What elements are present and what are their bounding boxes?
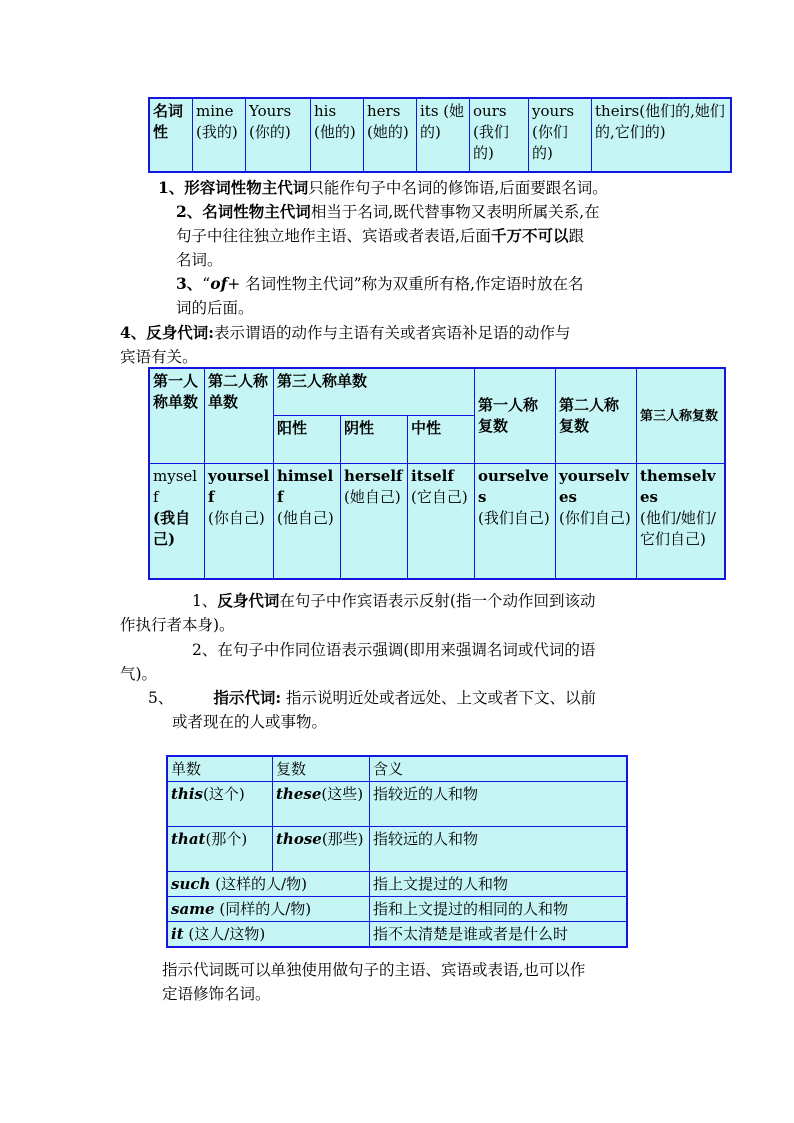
table-cell: yours (你们的) bbox=[529, 98, 592, 172]
note-double-possessive: 3、“of+ 名词性物主代词”称为双重所有格,作定语时放在名 词的后面。 bbox=[176, 274, 584, 317]
table-cell: themselves (他们/她们/它们自己) bbox=[637, 464, 726, 580]
table-row bbox=[167, 782, 627, 827]
reflexive-pronoun-table bbox=[148, 367, 726, 580]
table-row bbox=[167, 756, 627, 782]
table-cell: myself (我自己) bbox=[149, 464, 205, 580]
table-cell: 名词性 bbox=[149, 98, 193, 172]
table-header-cell: 第三人称复数 bbox=[637, 368, 726, 464]
table-header-cell: 第三人称单数 bbox=[274, 368, 475, 416]
table-row bbox=[167, 897, 627, 922]
table-header-cell: 阳性 bbox=[274, 416, 341, 464]
table-header-cell: 复数 bbox=[273, 756, 370, 782]
table-cell: theirs(他们的,她们的,它们的) bbox=[592, 98, 732, 172]
table-cell: yourselves (你们自己) bbox=[556, 464, 637, 580]
table-cell: himself (他自己) bbox=[274, 464, 341, 580]
table-row bbox=[149, 368, 725, 416]
note-noun-possessive: 2、名词性物主代词相当于名词,既代替事物又表明所属关系,在 句子中往往独立地作主语、宾语或者表语,后面千万不可以跟 名词。 bbox=[176, 202, 600, 269]
section-reflexive-pronouns: 4、反身代词:表示谓语的动作与主语有关或者宾语补足语的动作与 宾语有关。 bbox=[120, 323, 571, 366]
closing-paragraph: 指示代词既可以单独使用做句子的主语、宾语或表语,也可以作 定语修饰名词。 bbox=[162, 961, 586, 1003]
table-header-cell: 第二人称复数 bbox=[556, 368, 637, 464]
table-cell: ours (我们的) bbox=[470, 98, 529, 172]
demonstrative-pronoun-table bbox=[166, 755, 628, 948]
note-reflexive-object: 1、反身代词在句子中作宾语表示反射(指一个动作回到该动 作执行者本身)。 bbox=[120, 591, 596, 634]
table-cell: his (他的) bbox=[311, 98, 364, 172]
table-cell: those(那些) bbox=[273, 827, 370, 872]
table-cell: 指上文提过的人和物 bbox=[370, 872, 628, 897]
table-cell: that(那个) bbox=[167, 827, 273, 872]
table-header-cell: 单数 bbox=[167, 756, 273, 782]
table-cell: its (她的) bbox=[417, 98, 470, 172]
table-cell: yourself (你自己) bbox=[205, 464, 274, 580]
table-cell: herself (她自己) bbox=[341, 464, 408, 580]
section-demonstrative-pronouns: 5、 指示代词: 指示说明近处或者远处、上文或者下文、以前 或者现在的人或事物。 bbox=[148, 688, 597, 731]
table-cell: these(这些) bbox=[273, 782, 370, 827]
table-row bbox=[167, 922, 627, 948]
table-cell: itself (它自己) bbox=[408, 464, 475, 580]
table-cell: this(这个) bbox=[167, 782, 273, 827]
possessive-pronoun-table bbox=[148, 97, 732, 173]
table-cell: mine (我的) bbox=[193, 98, 246, 172]
table-cell: hers (她的) bbox=[364, 98, 417, 172]
table-header-cell: 中性 bbox=[408, 416, 475, 464]
table-row bbox=[167, 872, 627, 897]
table-header-cell: 第一人称复数 bbox=[475, 368, 556, 464]
table-cell: same (同样的人/物) bbox=[167, 897, 370, 922]
table-cell: Yours (你的) bbox=[246, 98, 311, 172]
table-header-cell: 第二人称单数 bbox=[205, 368, 274, 464]
table-cell: such (这样的人/物) bbox=[167, 872, 370, 897]
table-cell: 指和上文提过的相同的人和物 bbox=[370, 897, 628, 922]
table-cell: 指不太清楚是谁或者是什么时 bbox=[370, 922, 628, 948]
table-cell: ourselves (我们自己) bbox=[475, 464, 556, 580]
table-row bbox=[167, 827, 627, 872]
table-cell: 指较远的人和物 bbox=[370, 827, 628, 872]
table-header-cell: 阴性 bbox=[341, 416, 408, 464]
table-header-cell: 含义 bbox=[370, 756, 628, 782]
table-cell: 指较近的人和物 bbox=[370, 782, 628, 827]
table-row bbox=[149, 464, 725, 580]
note-adjective-possessive: 1、形容词性物主代词只能作句子中名词的修饰语,后面要跟名词。 bbox=[158, 178, 608, 197]
table-header-cell: 第一人称单数 bbox=[149, 368, 205, 464]
table-row bbox=[149, 98, 731, 172]
note-reflexive-emphasis: 2、在句子中作同位语表示强调(即用来强调名词或代词的语 气)。 bbox=[120, 641, 596, 683]
table-cell: it (这人/这物) bbox=[167, 922, 370, 948]
